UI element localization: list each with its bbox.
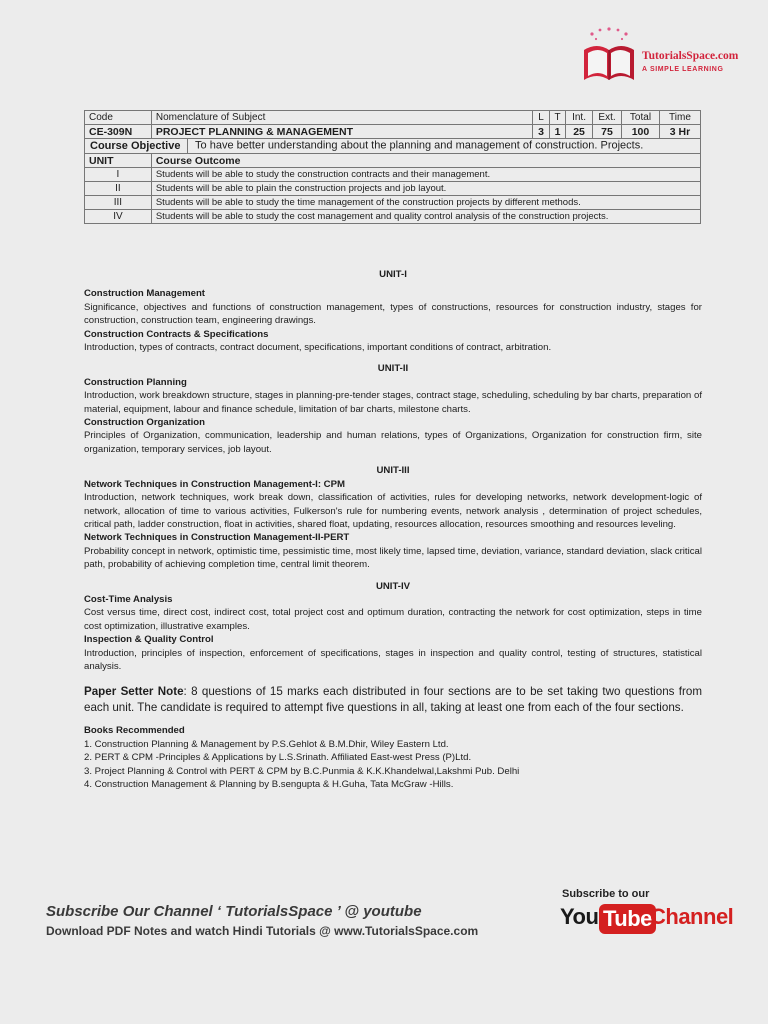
course-l: 3 [533,125,550,139]
outcome-text: Students will be able to study the cost management and quality control analysis of the construction projects. [151,210,700,224]
book-item: 2. PERT & CPM -Principles & Applications by L.S.Srinath. Affiliated East-west Press (P)Ltd. [84,752,472,764]
header-int: Int. [566,111,593,125]
header-code: Code [85,111,152,125]
syllabus-body [84,268,702,791]
objective-row [85,139,701,154]
course-t: 1 [550,125,566,139]
topic-heading: Construction Contracts & Specifications [84,328,269,340]
unit-title: UNIT-III [376,465,410,477]
outcome-unit: II [85,182,152,196]
header-time: Time [659,111,700,125]
logo-tagline: A SIMPLE LEARNING [642,66,724,73]
topic-text: Probability concept in network, optimistic time, pessimistic time, most likely time, lapsed time, deviation, variance, standard deviation, slack critical path, probability of achieving completion time, central limit theorem. [84,545,702,571]
topic-heading: Construction Planning [84,376,187,388]
header-nomenclature: Nomenclature of Subject [151,111,532,125]
topic-heading: Network Techniques in Construction Management-I: CPM [84,478,346,490]
youtube-channel-text: Channel [650,904,734,929]
outcome-header-unit: UNIT [85,154,152,168]
paper-setter-note [84,684,702,716]
course-code: CE-309N [85,125,152,139]
header-l: L [533,111,550,125]
course-row [85,125,701,139]
book-icon [580,26,642,84]
course-name: PROJECT PLANNING & MANAGEMENT [151,125,532,139]
course-ext: 75 [593,125,622,139]
outcome-row [85,196,701,210]
topic-text: Significance, objectives and functions of construction management, types of constructions, resources for construction industry, stages for construction, construction team, engineering drawings. [84,301,702,327]
topic-text: Introduction, principles of inspection, enforcement of specifications, stages in inspection and quality control, testing of structures, statistical analysis. [84,647,702,672]
outcome-header-row [85,154,701,168]
book-item: 4. Construction Management & Planning by B.sengupta & H.Guha, Tata McGraw -Hills. [84,779,454,790]
logo-name: TutorialsSpace.com [642,50,739,62]
outcome-text: Students will be able to study the construction contracts and their management. [151,168,700,182]
table-header-row [85,111,701,125]
topic-heading: Construction Management [84,288,205,300]
youtube-channel-badge [558,888,738,940]
tutorialsspace-logo [580,26,740,86]
outcome-unit: I [85,168,152,182]
youtube-tube-text: Tube [599,904,656,934]
paper-setter-text: : 8 questions of 15 marks each distributed in four sections are to be set taking two questions from each unit. The candidate is required to attempt five questions in all, taking at least one from each of the four sections. [84,685,702,715]
unit-title: UNIT-I [379,269,407,280]
outcome-row [85,210,701,224]
objective-text: To have better understanding about the planning and management of construction. Projects. [195,139,644,152]
topic-heading: Cost-Time Analysis [84,593,173,605]
books-heading: Books Recommended [84,725,185,737]
topic-text: Principles of Organization, communication, leadership and human relations, types of Organizations, Organization for construction firm, site organization, temporary services, job layout. [84,430,702,455]
topic-text: Introduction, network techniques, work break down, classification of activities, rules for developing networks, network development-logic of network, allocation of time to various activities, Fulkerson's rule for numbering events, network analysis , determination of project schedules, critical path, ladder construction, float in activities, shared float, updating, resources allocation, resources smoothing and resources leveling. [84,492,702,530]
outcome-header-text: Course Outcome [151,154,700,168]
outcome-unit: IV [85,210,152,224]
topic-text: Introduction, types of contracts, contract document, specifications, important conditions of contract, arbitration. [84,342,552,354]
outcome-row [85,168,701,182]
outcome-text: Students will be able to plain the construction projects and job layout. [151,182,700,196]
outcome-row [85,182,701,196]
topic-heading: Inspection & Quality Control [84,634,214,646]
header-t: T [550,111,566,125]
footer-subscribe-line: Subscribe Our Channel ‘ TutorialsSpace ’ @ youtube [46,903,422,920]
objective-label: Course Objective [90,139,181,152]
header-total: Total [622,111,660,125]
youtube-you-text: You [560,904,599,929]
course-table [84,110,701,224]
paper-setter-label: Paper Setter Note [84,685,184,699]
book-item: 3. Project Planning & Control with PERT & CPM by B.C.Punmia & K.K.Khandelwal,Lakshmi Pub. Delhi [84,765,520,777]
topic-text: Introduction, work breakdown structure, stages in planning-pre-tender stages, contract stage, scheduling, scheduling by bar charts, preparation of material, equipment, labour and finance schedule, limitation of bar charts, milestone charts. [84,390,702,415]
course-total: 100 [622,125,660,139]
header-ext: Ext. [593,111,622,125]
outcome-unit: III [85,196,152,210]
unit-title: UNIT-IV [375,580,411,592]
footer-download-line: Download PDF Notes and watch Hindi Tutorials @ www.TutorialsSpace.com [46,924,479,938]
topic-text: Cost versus time, direct cost, indirect cost, total project cost and optimum duration, contracting the network for cost optimization, steps in time cost optimization, illustrative examples. [84,607,702,632]
book-item: 1. Construction Planning & Management by P.S.Gehlot & B.M.Dhir, Wiley Eastern Ltd. [84,738,449,750]
outcome-text: Students will be able to study the time management of the construction projects by different methods. [151,196,700,210]
youtube-subscribe-text: Subscribe to our [562,888,650,900]
topic-heading: Construction Organization [84,417,205,429]
course-int: 25 [566,125,593,139]
unit-title: UNIT-II [377,363,409,375]
topic-heading: Network Techniques in Construction Management-II-PERT [84,532,350,544]
course-time: 3 Hr [659,125,700,139]
